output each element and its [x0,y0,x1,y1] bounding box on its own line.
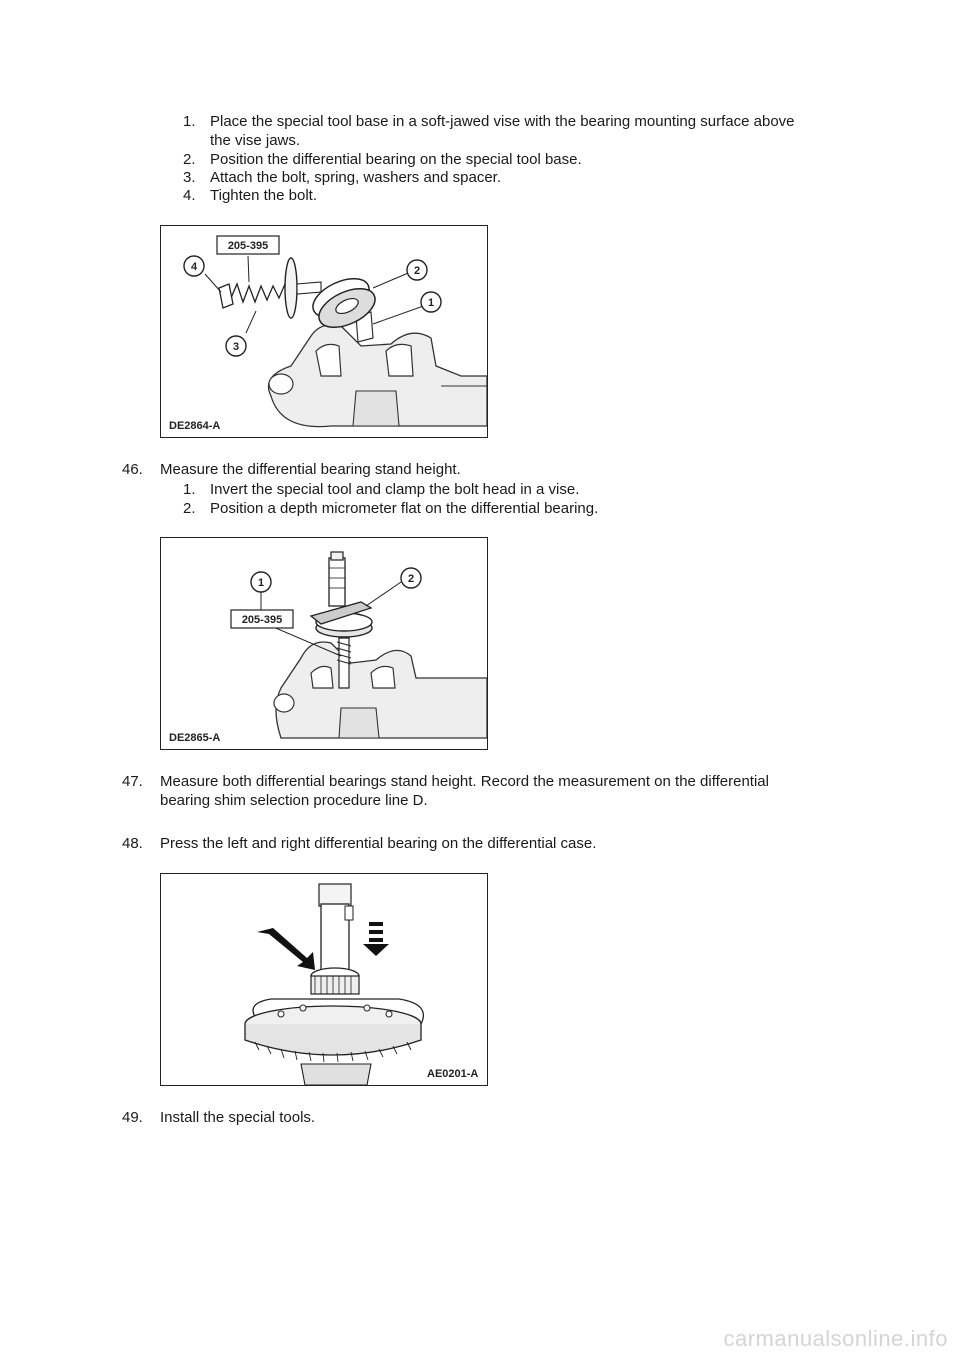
tool-assembly-illustration [161,226,487,437]
bearing-press-illustration [161,874,487,1085]
step-number: 48. [122,835,143,852]
step-number: 47. [122,773,143,790]
substep-text: Attach the bolt, spring, washers and spacer. [210,169,501,186]
substep-text: Position a depth micrometer flat on the differential bearing. [210,500,599,517]
substep-number: 1. [183,481,196,498]
substep-text-continued: the vise jaws. [210,132,301,149]
substep-number: 2. [183,151,196,168]
tool-number-label: 205-395 [227,240,269,252]
step-text: Install the special tools. [160,1109,316,1126]
callout-1: 1 [427,297,435,309]
substep-number: 1. [183,113,196,130]
step-text: Measure the differential bearing stand height. [160,461,461,478]
step-text: Measure both differential bearings stand height. Record the measurement on the differential [160,773,769,790]
callout-2: 2 [407,573,415,585]
substep-text: Tighten the bolt. [210,187,318,204]
depth-micrometer-illustration [161,538,487,749]
figure-depth-micrometer [160,537,488,750]
callout-3: 3 [232,341,240,353]
step-number: 46. [122,461,143,478]
substep-text: Place the special tool base in a soft-jawed vise with the bearing mounting surface above [210,113,795,130]
callout-4: 4 [190,261,198,273]
substep-number: 3. [183,169,196,186]
callout-1: 1 [257,577,265,589]
figure-code: DE2864-A [169,420,221,432]
figure-code: DE2865-A [169,732,221,744]
substep-number: 2. [183,500,196,517]
substep-text: Position the differential bearing on the special tool base. [210,151,582,168]
tool-number-label: 205-395 [241,614,283,626]
callout-2: 2 [413,265,421,277]
figure-bearing-press [160,873,488,1086]
step-text-continued: bearing shim selection procedure line D. [160,792,428,809]
substep-text: Invert the special tool and clamp the bolt head in a vise. [210,481,580,498]
step-number: 49. [122,1109,143,1126]
figure-code: AE0201-A [427,1068,479,1080]
substep-number: 4. [183,187,196,204]
watermark: carmanualsonline.info [723,1326,948,1351]
figure-tool-assembly [160,225,488,438]
step-text: Press the left and right differential bearing on the differential case. [160,835,597,852]
